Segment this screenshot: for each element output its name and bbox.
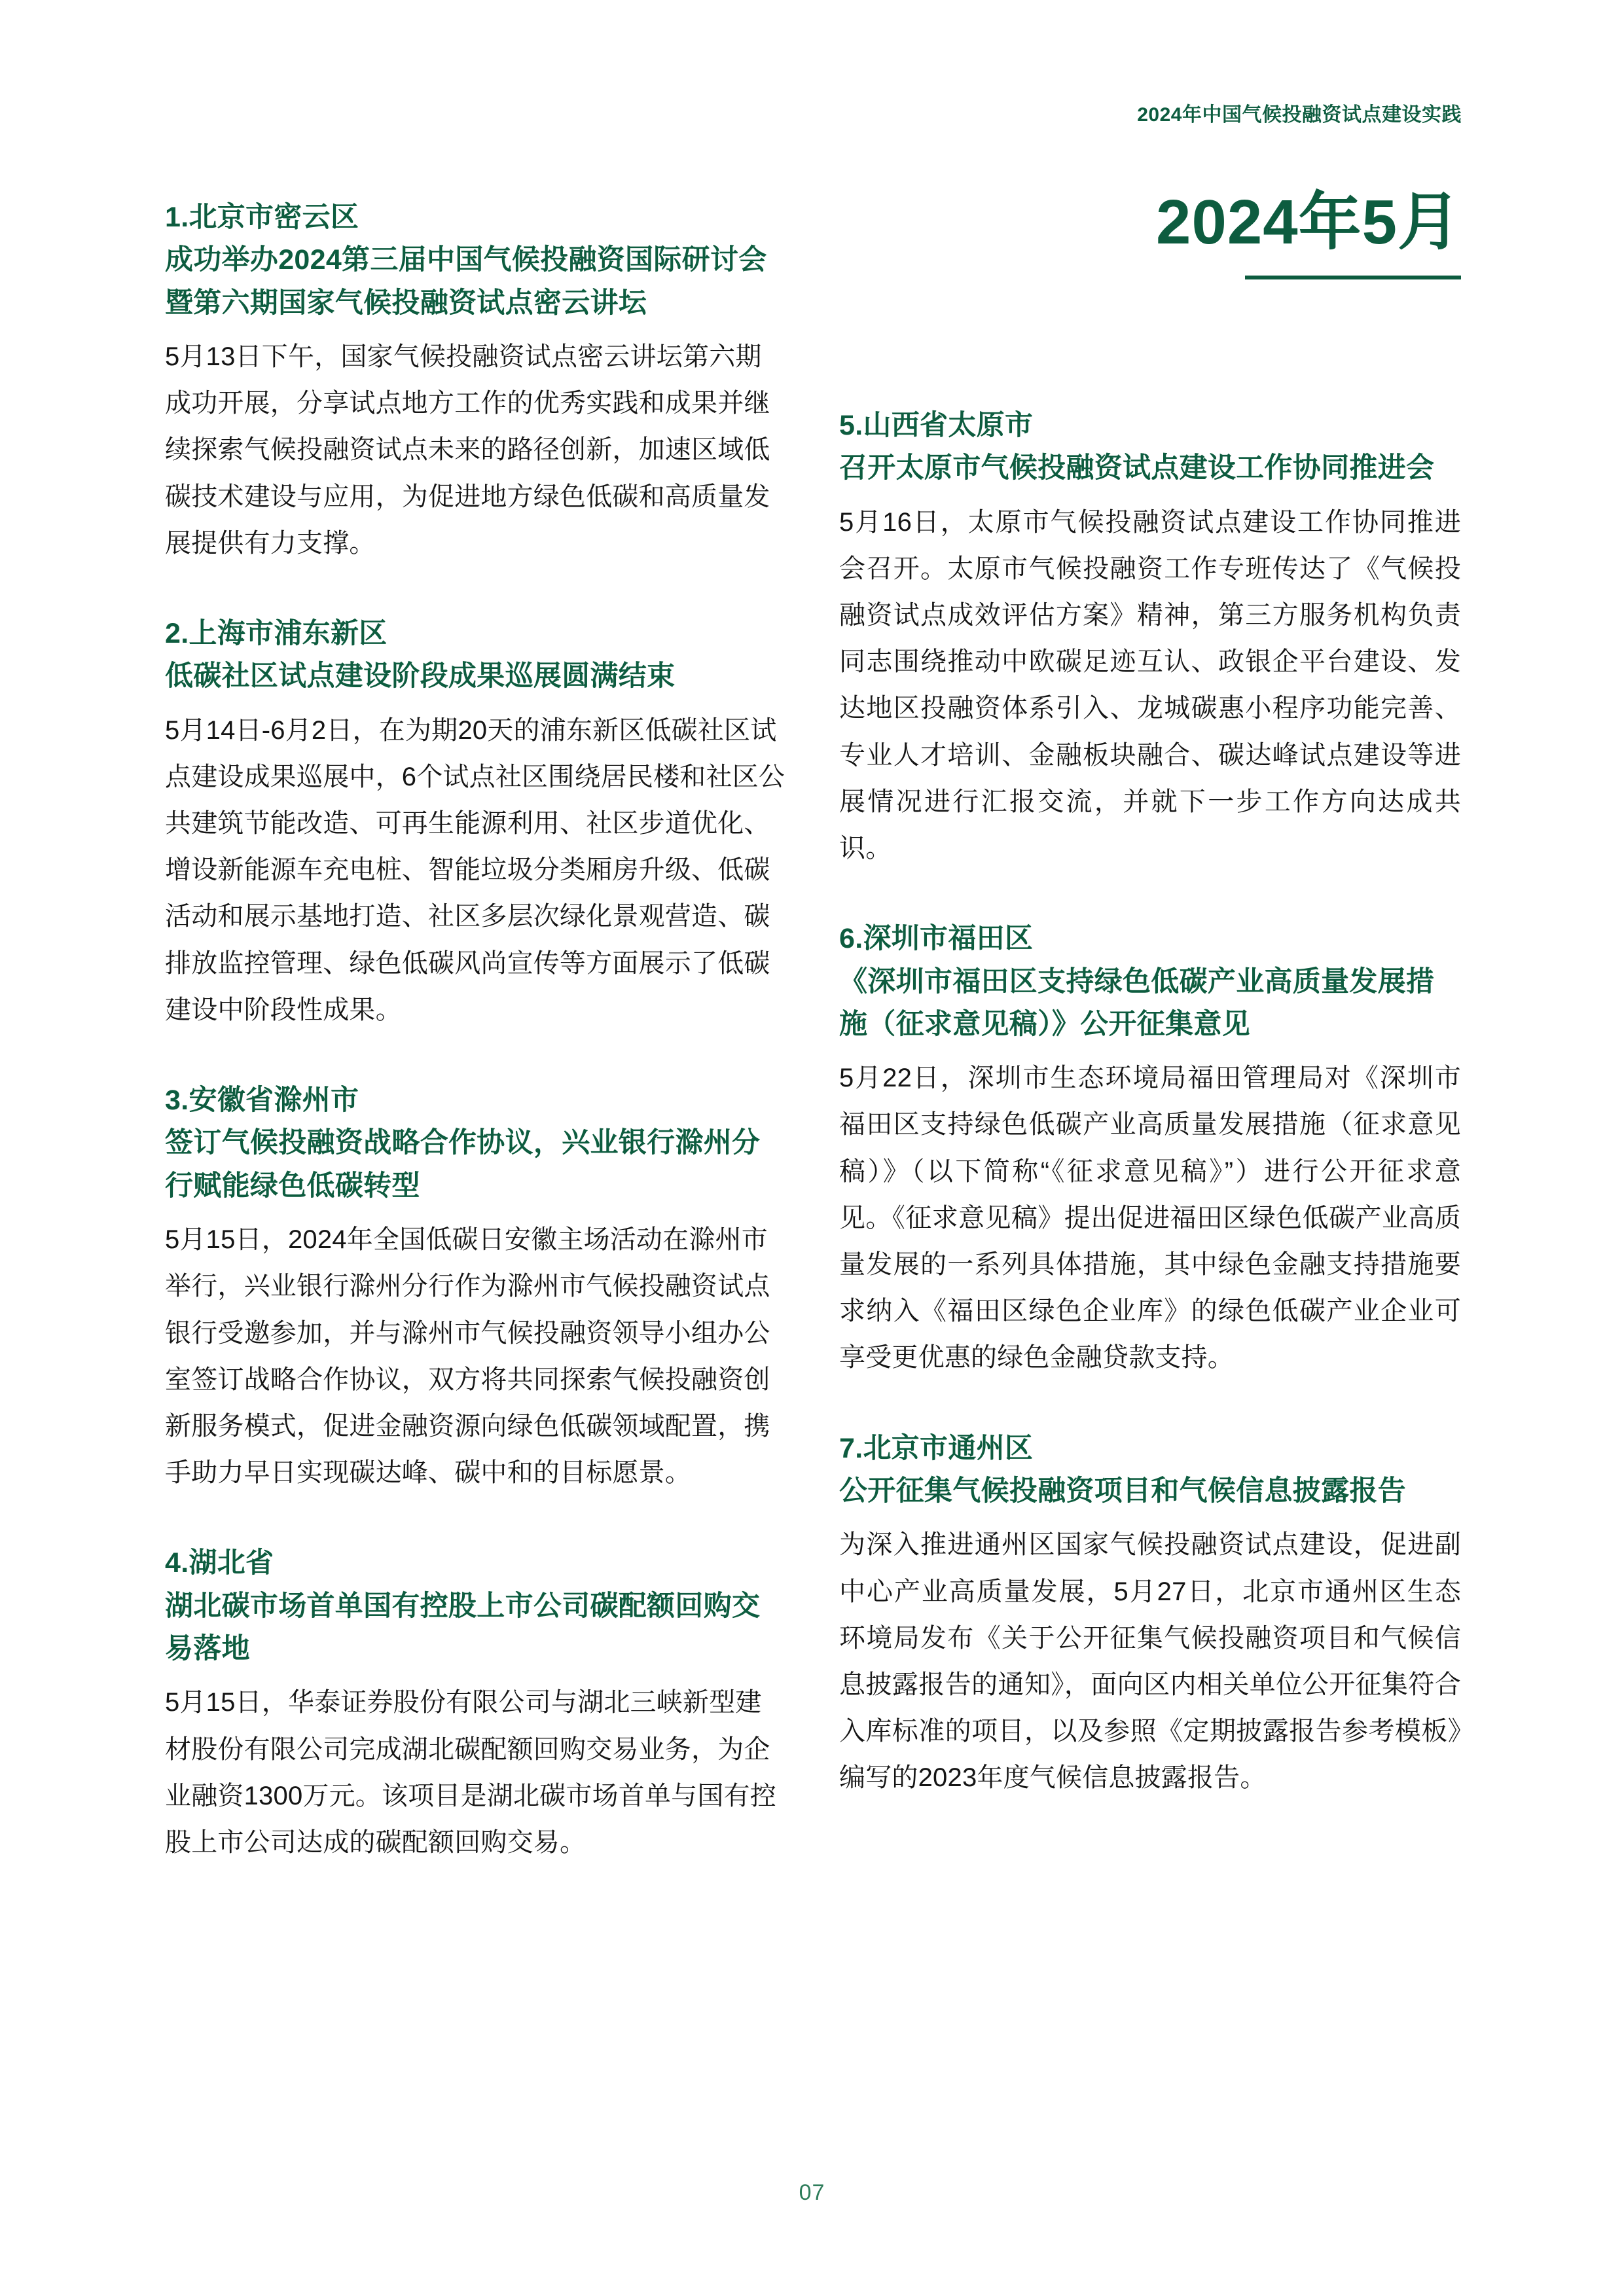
entry-body: 5月14日-6月2日，在为期20天的浦东新区低碳社区试点建设成果巡展中，6个试点社区围绕居民楼和社区公共建筑节能改造、可再生能源利用、社区步道优化、增设新能源车充电桩、智能垃圾分类厢房升级、低碳活动和展示基地打造、社区多层次绿化景观营造、碳排放监控管理、绿色低碳风尚宣传等方面展示了低碳建设中阶段性成果。 (165, 715, 785, 1024)
entry-region: 2.上海市浦东新区 (165, 618, 388, 650)
entry-region: 1.北京市密云区 (165, 202, 359, 233)
entry-body: 5月22日，深圳市生态环境局福田管理局对《深圳市福田区支持绿色低碳产业高质量发展措施（征求意见稿）》（以下简称“《征求意见稿》”）进行公开征求意见。《征求意见稿》提出促进福田区绿色低碳产业高质量发展的一系列具体措施，其中绿色金融支持措施要求纳入《福田区绿色企业库》的绿色低碳产业企业可享受更优惠的绿色金融贷款支持。 (839, 1064, 1461, 1372)
month-underline-rule (1245, 276, 1461, 279)
month-title: 2024年5月 (1156, 187, 1461, 257)
entry-region: 5.山西省太原市 (839, 410, 1034, 441)
entry-body: 5月15日，2024年全国低碳日安徽主场活动在滁州市举行，兴业银行滁州分行作为滁州市气候投融资试点银行受邀参加，并与滁州市气候投融资领导小组办公室签订战略合作协议，双方将共同探索气候投融资创新服务模式，促进金融资源向绿色低碳领域配置，携手助力早日实现碳达峰、碳中和的目标愿景。 (165, 1225, 770, 1488)
news-entry (839, 404, 1461, 872)
news-entry (165, 1079, 787, 1496)
page-number: 07 (799, 2180, 825, 2205)
news-entry (165, 1542, 787, 1866)
entry-region: 6.深圳市福田区 (839, 923, 1034, 955)
entry-region: 3.安徽省滁州市 (165, 1085, 359, 1117)
entry-region: 4.湖北省 (165, 1547, 274, 1579)
month-heading-block (839, 187, 1461, 279)
right-column (839, 404, 1461, 1801)
news-entry (839, 1427, 1461, 1802)
entry-body: 5月13日下午，国家气候投融资试点密云讲坛第六期成功开展，分享试点地方工作的优秀实践和成果并继续探索气候投融资试点未来的路径创新，加速区域低碳技术建设与应用，为促进地方绿色低碳和高质量发展提供有力支撑。 (165, 342, 770, 558)
entry-title: 签订气候投融资战略合作协议，兴业银行滁州分行赋能绿色低碳转型 (165, 1127, 761, 1202)
entry-title: 低碳社区试点建设阶段成果巡展圆满结束 (165, 660, 676, 692)
entry-title: 《深圳市福田区支持绿色低碳产业高质量发展措施（征求意见稿）》公开征集意见 (839, 965, 1435, 1040)
entry-region: 7.北京市通州区 (839, 1432, 1034, 1464)
entry-body: 5月16日，太原市气候投融资试点建设工作协同推进会召开。太原市气候投融资工作专班传达了《气候投融资试点成效评估方案》精神，第三方服务机构负责同志围绕推动中欧碳足迹互认、政银企平台建设、发达地区投融资体系引入、龙城碳惠小程序功能完善、专业人才培训、金融板块融合、碳达峰试点建设等进展情况进行汇报交流，并就下一步工作方向达成共识。 (839, 507, 1461, 863)
entry-title: 召开太原市气候投融资试点建设工作协同推进会 (839, 452, 1435, 484)
entry-title: 湖北碳市场首单国有控股上市公司碳配额回购交易落地 (165, 1590, 761, 1664)
entry-body: 为深入推进通州区国家气候投融资试点建设，促进副中心产业高质量发展，5月27日，北京市通州区生态环境局发布《关于公开征集气候投融资项目和气候信息披露报告的通知》，面向区内相关单位公开征集符合入库标准的项目，以及参照《定期披露报告参考模板》编写的2023年度气候信息披露报告。 (839, 1530, 1461, 1793)
news-entry (165, 613, 787, 1033)
news-entry (839, 918, 1461, 1381)
entry-title: 公开征集气候投融资项目和气候信息披露报告 (839, 1475, 1406, 1507)
running-header: 2024年中国气候投融资试点建设实践 (1137, 104, 1462, 126)
entry-title: 成功举办2024第三届中国气候投融资国际研讨会暨第六期国家气候投融资试点密云讲坛 (165, 244, 767, 319)
left-column (165, 196, 787, 1866)
news-entry (165, 196, 787, 567)
entry-body: 5月15日，华泰证券股份有限公司与湖北三峡新型建材股份有限公司完成湖北碳配额回购交易业务，为企业融资1300万元。该项目是湖北碳市场首单与国有控股上市公司达成的碳配额回购交易。 (165, 1688, 776, 1857)
